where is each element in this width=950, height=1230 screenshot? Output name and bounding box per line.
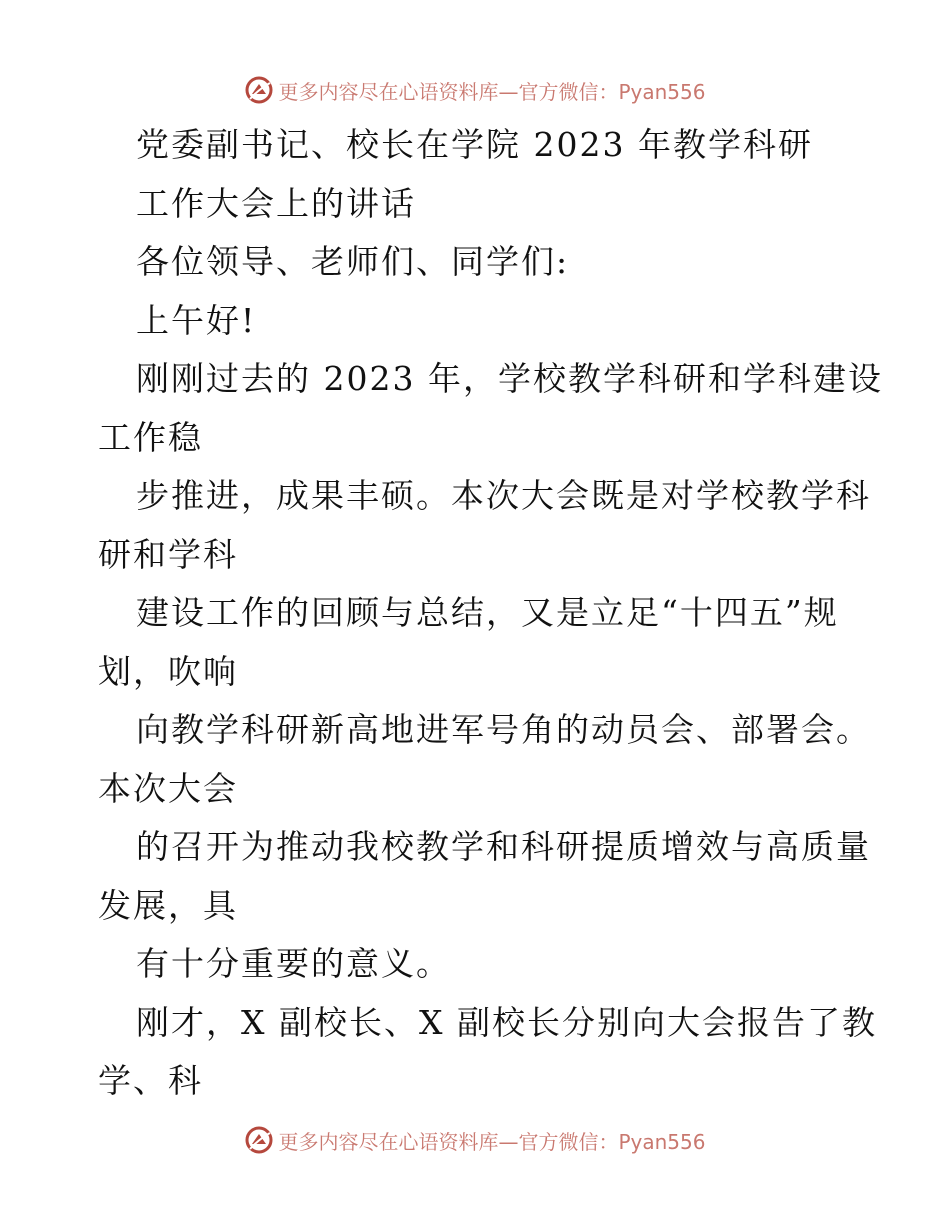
paragraph-line: 刚刚过去的 2023 年，学校教学科研和学科建设 (136, 359, 883, 398)
title-line-1: 党委副书记、校长在学院 2023 年教学科研 (136, 125, 813, 164)
title-line-2: 工作大会上的讲话 (136, 183, 416, 223)
document-body (98, 116, 883, 1111)
paragraph-line: 建设工作的回顾与总结，又是立足“十四五”规 (136, 593, 839, 632)
paragraph-line: 刚才，X 副校长、X 副校长分别向大会报告了教 (136, 1002, 877, 1042)
seal-logo-icon (244, 1125, 274, 1155)
paragraph-line: 本次大会 (98, 768, 238, 808)
paragraph-line: 工作稳 (98, 417, 203, 457)
paragraph-line: 学、科 (98, 1061, 203, 1100)
header-banner-text: 更多内容尽在心语资料库—官方微信：Pyan556 (278, 79, 706, 104)
seal-logo-icon (244, 75, 274, 105)
paragraph-line: 向教学科研新高地进军号角的动员会、部署会。 (136, 710, 871, 749)
paragraph-line: 研和学科 (98, 534, 238, 574)
footer-banner (0, 1120, 950, 1160)
header-banner (0, 70, 950, 110)
paragraph-line: 步推进，成果丰硕。本次大会既是对学校教学科 (136, 476, 871, 515)
paragraph-line: 划，吹响 (98, 651, 238, 691)
paragraph-line: 的召开为推动我校教学和科研提质增效与高质量 (136, 827, 871, 866)
greeting: 上午好! (136, 300, 257, 340)
salutation: 各位领导、老师们、同学们: (136, 242, 570, 281)
paragraph-line: 有十分重要的意义。 (136, 944, 451, 983)
paragraph-line: 发展，具 (98, 885, 238, 925)
footer-banner-text: 更多内容尽在心语资料库—官方微信：Pyan556 (278, 1129, 706, 1154)
